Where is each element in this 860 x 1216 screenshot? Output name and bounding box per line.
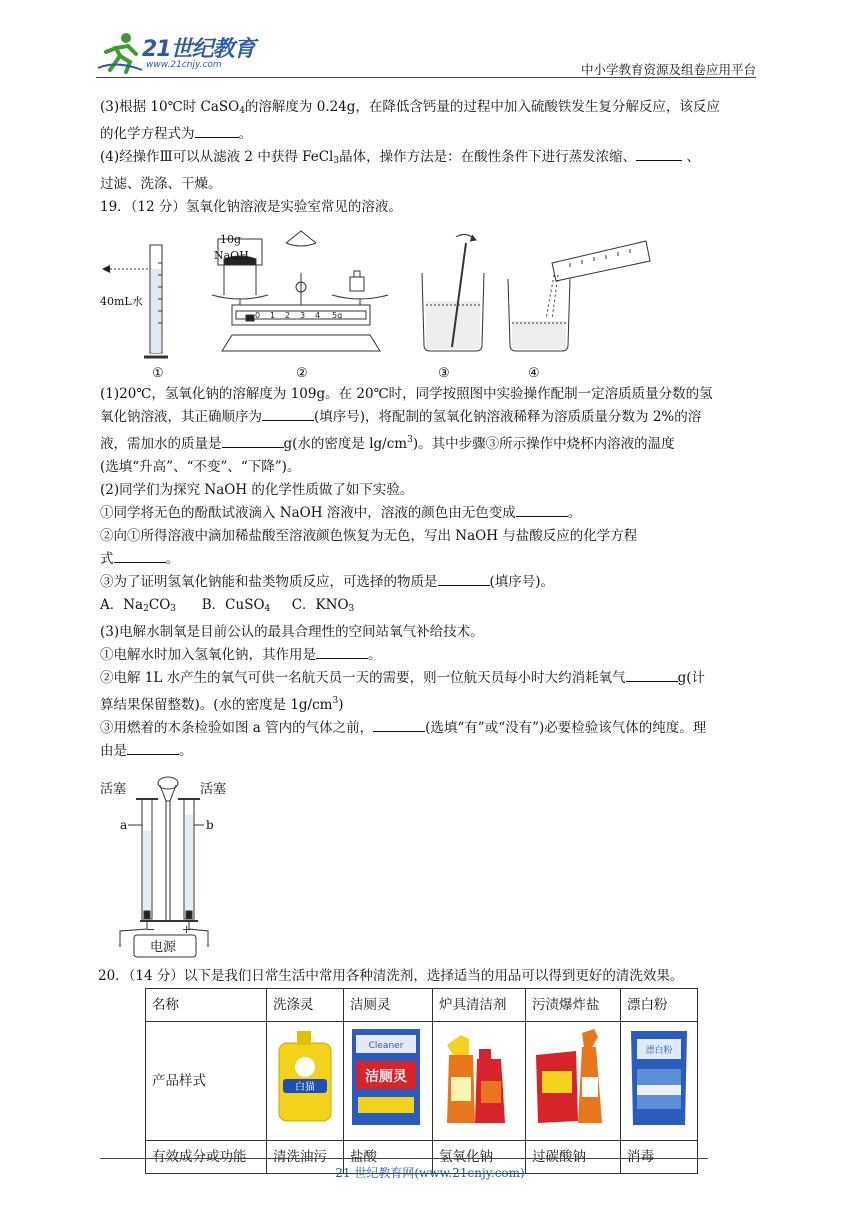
- q19-part3-item2-line1: ②电解 1L 水产生的氧气可供一名航天员一天的需要，则一位航天员每小时大约消耗氧气 g(计: [100, 667, 765, 690]
- product-image-cell: [526, 1022, 621, 1141]
- naoh-label: NaOH: [214, 249, 249, 262]
- product-label: 白猫: [295, 1082, 315, 1093]
- logo: [96, 30, 266, 78]
- beaker-pouring: [508, 241, 650, 351]
- lab-apparatus-diagram: [100, 223, 660, 381]
- step-label: ①: [152, 366, 164, 381]
- table-cell: 过碳酸钠: [526, 1141, 621, 1174]
- q19-part3-item3-line1: ③用燃着的木条检验如图 a 管内的气体之前， (选填“有”或“没有”)必要检验该气体的纯度。理: [100, 717, 765, 740]
- table-cell: 有效成分或功能: [146, 1141, 267, 1174]
- stopcock-right-label: 活塞: [200, 782, 227, 797]
- table-cell: 名称: [146, 989, 267, 1022]
- q19-options: [100, 594, 765, 621]
- water-label: 40mL水: [100, 295, 143, 308]
- step-label: ④: [528, 366, 540, 381]
- option-a[interactable]: A．$Na_2CO_3$: [100, 597, 176, 614]
- step-label: ③: [438, 366, 450, 381]
- tube-b-label: b: [206, 818, 214, 832]
- answer-blank[interactable]: [114, 548, 166, 563]
- q19-part1-line1: (1)20℃，氢氧化钠的溶解度为 109g。在 20℃时，同学按照图中实验操作配制一定溶质质量分数的氢: [100, 386, 713, 402]
- stove-cleaner-spray-icon: [439, 1025, 515, 1129]
- answer-blank[interactable]: [626, 667, 678, 682]
- electrolysis-apparatus-diagram: [100, 771, 260, 961]
- mass-label: 10g: [220, 233, 242, 246]
- scale-tick: 4: [315, 311, 321, 320]
- answer-blank[interactable]: [516, 502, 568, 517]
- q19-part2-item1: ①同学将无色的酚酞试液滴入 NaOH 溶液中，溶液的颜色由无色变成 。: [100, 502, 765, 525]
- table-cell: 清洗油污: [267, 1141, 344, 1174]
- q18-part3-line1: (3)根据 10℃时 CaSO$_4$的溶解度为 0.24g，在降低含钙量的过程中加入硫酸铁发生复分解反应，该反应: [100, 99, 720, 116]
- product-image-cell: [433, 1022, 526, 1141]
- answer-blank[interactable]: [195, 123, 239, 138]
- toilet-cleaner-box-icon: [350, 1025, 422, 1129]
- table-row: [146, 1022, 698, 1141]
- header-divider: [96, 77, 756, 78]
- step-label: ②: [296, 366, 308, 381]
- product-image-cell: [344, 1022, 433, 1141]
- power-label: 电源: [150, 940, 177, 955]
- answer-blank[interactable]: [636, 146, 682, 161]
- scale-tick: 3: [300, 311, 306, 320]
- eye-icon: [102, 265, 156, 273]
- product-image-cell: [621, 1022, 698, 1141]
- answer-blank[interactable]: [316, 644, 368, 659]
- q19-part2-item3: ③为了证明氢氧化钠能和盐类物质反应，可选择的物质是 (填序号)。: [100, 571, 765, 594]
- q19-part2-item2-line1: ②向①所得溶液中滴加稀盐酸至溶液颜色恢复为无色，写出 NaOH 与盐酸反应的化学方程: [100, 528, 638, 544]
- beaker-stirring: [422, 234, 484, 351]
- table-cell: 炉具清洁剂: [433, 989, 526, 1022]
- table-cell: 漂白粉: [621, 989, 698, 1022]
- q19-part1-line4: (选填“升高”、“不变”、“下降”)。: [100, 459, 301, 475]
- table-row: [146, 989, 698, 1022]
- scale-tick: 0: [255, 311, 261, 320]
- q19-part3-intro: (3)电解水制氧是目前公认的最具合理性的空间站氧气补给技术。: [100, 624, 484, 640]
- product-label: 漂白粉: [645, 1046, 673, 1056]
- q19-part1-line2: 氧化钠溶液，其正确顺序为 (填序号)，将配制的氢氧化钠溶液稀释为溶质质量分数为 2%的溶: [100, 406, 765, 429]
- platform-name: 中小学教育资源及组卷应用平台: [580, 62, 756, 77]
- table-cell: 洗涤灵: [267, 989, 344, 1022]
- logo-text: 21世纪教育: [142, 37, 255, 62]
- footer-link[interactable]: 21 世纪教育网(www.21cnjy.com): [335, 1166, 525, 1180]
- product-label: Cleaner: [368, 1041, 404, 1051]
- product-image-cell: [267, 1022, 344, 1141]
- electrolysis-figure: [100, 771, 765, 961]
- table-cell: 盐酸: [344, 1141, 433, 1174]
- option-b[interactable]: B．CuSO$_4$: [201, 597, 271, 614]
- tube-a-label: a: [120, 818, 128, 832]
- page-header: [96, 30, 756, 80]
- q19-part1-line3: 液，需加水的质量是 g(水的密度是 $\lg/cm^3$)。其中步骤③所示操作中烧杯内溶液的温度: [100, 435, 675, 452]
- table-cell: 洁厕灵: [344, 989, 433, 1022]
- bleach-powder-bag-icon: [627, 1025, 691, 1129]
- plus-label: +: [182, 923, 192, 936]
- stain-remover-icon: [532, 1025, 612, 1129]
- answer-blank[interactable]: [373, 717, 425, 732]
- table-cell: 消毒: [621, 1141, 698, 1174]
- footer-divider: [100, 1158, 708, 1159]
- logo-url: www.21cnjy.com: [146, 60, 222, 70]
- q20-title: 20．（14 分）以下是我们日常生活中常用各种清洗剂，选择适当的用品可以得到更好的清洗效果。: [98, 968, 684, 984]
- table-cell: 产品样式: [146, 1022, 267, 1141]
- answer-blank[interactable]: [127, 740, 179, 755]
- q18-part4-line1: (4)经操作Ⅲ可以从滤液 2 中获得 FeCl$_3$晶体，操作方法是：在酸性条件下进行蒸发浓缩、 、: [100, 146, 765, 173]
- option-c[interactable]: C．$KNO_3$: [291, 597, 355, 614]
- dish-soap-bottle-icon: [273, 1027, 337, 1127]
- q19-part2-item2-line2: 式 。: [100, 548, 765, 571]
- q18-part4-line2: 过滤、洗涤、干燥。: [100, 176, 222, 192]
- minus-label: −: [146, 923, 156, 936]
- solution-prep-figure: [100, 223, 765, 381]
- q19-part3-item3-line2: 由是 。: [100, 740, 765, 763]
- table-cell: 污渍爆炸盐: [526, 989, 621, 1022]
- q19-part2-intro: (2)同学们为探究 NaOH 的化学性质做了如下实验。: [100, 482, 414, 498]
- cleaner-table: [145, 988, 698, 1174]
- table-cell: 氢氧化钠: [433, 1141, 526, 1174]
- q19-title: 19．（12 分）氢氧化钠溶液是实验室常见的溶液。: [100, 199, 402, 215]
- product-label: 洁厕灵: [365, 1069, 407, 1085]
- answer-blank[interactable]: [262, 406, 314, 421]
- q19-part3-item1: ①电解水时加入氢氧化钠，其作用是 。: [100, 644, 765, 667]
- scale-tick: 2: [285, 311, 291, 320]
- scale-tick: 1: [270, 311, 276, 320]
- document-body: [100, 96, 765, 1174]
- answer-blank[interactable]: [222, 433, 284, 448]
- scale-tick: 5g: [332, 311, 343, 320]
- measuring-cylinder: [144, 245, 168, 357]
- answer-blank[interactable]: [438, 571, 490, 586]
- stopcock-left-label: 活塞: [100, 782, 127, 797]
- q18-part3-line2: 的化学方程式为 。: [100, 123, 765, 146]
- q19-part3-item2-line2: 算结果保留整数)。(水的密度是 $1g/cm^3$): [100, 696, 344, 713]
- runner-logo-icon: [96, 30, 144, 74]
